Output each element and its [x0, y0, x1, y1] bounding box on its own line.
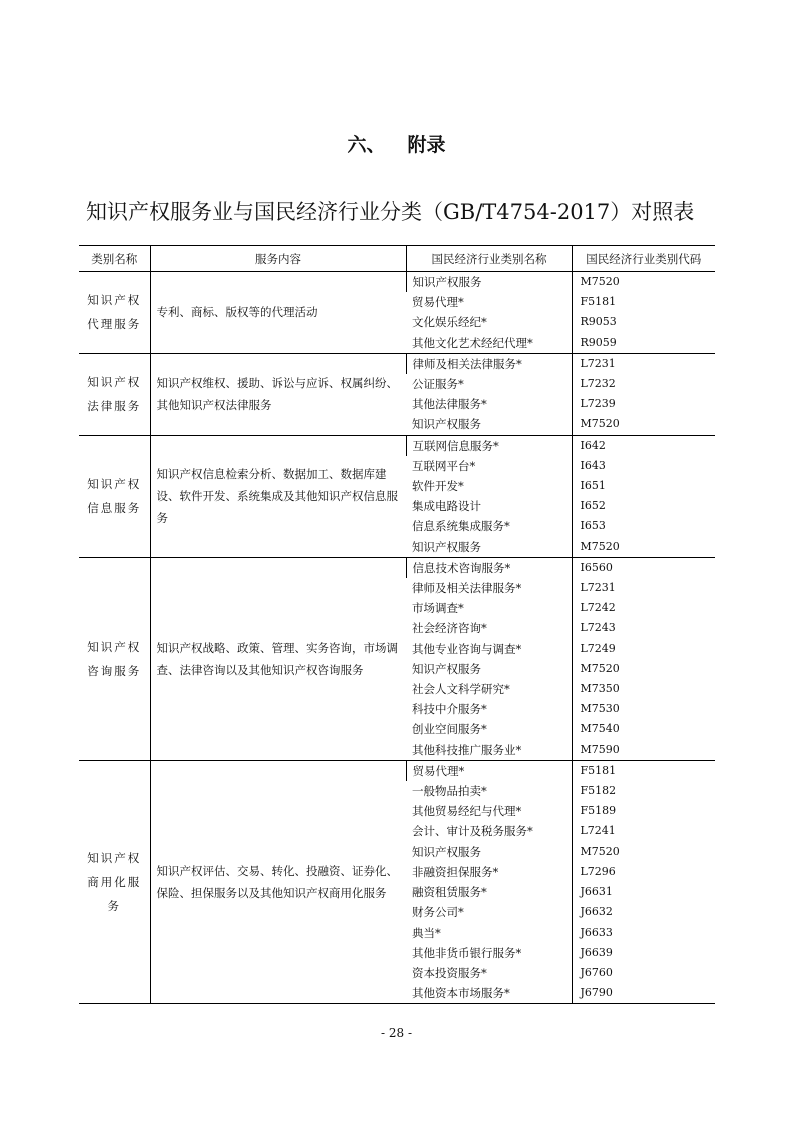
industry-code-cell: L7231 — [572, 353, 715, 374]
industry-code-cell: M7520 — [572, 659, 715, 679]
industry-name-cell: 非融资担保服务* — [412, 864, 499, 879]
industry-name-cell: 律师及相关法律服务* — [406, 353, 572, 374]
industry-name-cell: 其他科技推广服务业* — [412, 742, 522, 757]
industry-code-cell: I653 — [572, 516, 715, 536]
industry-name-cell: 资本投资服务* — [412, 965, 487, 980]
industry-name-cell: 其他专业咨询与调查* — [412, 641, 522, 656]
industry-code-cell: I652 — [572, 496, 715, 516]
industry-code-cell: M7530 — [572, 699, 715, 719]
industry-code-cell: M7520 — [572, 537, 715, 558]
industry-code-cell: L7241 — [572, 821, 715, 841]
industry-code-cell: M7520 — [572, 414, 715, 435]
industry-name-cell: 贸易代理* — [406, 760, 572, 781]
industry-name-cell: 软件开发* — [412, 479, 464, 494]
industry-code-cell: L7242 — [572, 598, 715, 618]
industry-name-cell: 律师及相关法律服务* — [412, 581, 522, 596]
industry-name-cell: 其他文化艺术经纪代理* — [412, 335, 533, 350]
industry-name-cell: 融资租赁服务* — [412, 885, 487, 900]
industry-code-cell: M7350 — [572, 679, 715, 699]
industry-name-cell: 知识产权服务 — [412, 844, 481, 859]
industry-code-cell: M7590 — [572, 740, 715, 761]
industry-code-cell: L7232 — [572, 374, 715, 394]
industry-name-cell: 知识产权服务 — [412, 539, 481, 554]
service-content-cell: 知识产权信息检索分析、数据加工、数据库建设、软件开发、系统集成及其他知识产权信息服务 — [150, 435, 406, 557]
industry-code-cell: F5189 — [572, 801, 715, 821]
industry-code-cell: L7296 — [572, 862, 715, 882]
industry-code-cell: L7231 — [572, 578, 715, 598]
industry-name-cell: 贸易代理* — [412, 295, 464, 310]
category-cell: 知识产权咨询服务 — [79, 557, 150, 760]
header-industry-code: 国民经济行业类别代码 — [572, 246, 715, 272]
service-content-cell: 专利、商标、版权等的代理活动 — [150, 272, 406, 354]
industry-code-cell: J6760 — [572, 963, 715, 983]
industry-code-cell: I651 — [572, 476, 715, 496]
industry-name-cell: 社会人文科学研究* — [412, 682, 510, 697]
section-heading — [0, 130, 793, 157]
table-row — [79, 435, 715, 456]
industry-name-cell: 会计、审计及税务服务* — [412, 824, 533, 839]
table-title: 知识产权服务业与国民经济行业分类（GB/T4754-2017）对照表 — [86, 200, 695, 224]
industry-code-cell: J6631 — [572, 882, 715, 902]
industry-name-cell: 其他法律服务* — [412, 397, 487, 412]
page-number: - 28 - — [380, 1026, 412, 1040]
industry-code-cell: L7249 — [572, 639, 715, 659]
classification-table — [79, 245, 715, 1004]
industry-name-cell: 一般物品拍卖* — [412, 784, 487, 799]
industry-code-cell: J6639 — [572, 943, 715, 963]
industry-code-cell: F5181 — [572, 292, 715, 312]
service-content-cell: 知识产权评估、交易、转化、投融资、证券化、保险、担保服务以及其他知识产权商用化服务 — [150, 760, 406, 1003]
industry-name-cell: 社会经济咨询* — [412, 621, 487, 636]
industry-name-cell: 其他资本市场服务* — [406, 983, 572, 1004]
industry-name-cell: 信息技术咨询服务* — [406, 557, 572, 578]
table-body — [79, 272, 715, 1004]
industry-code-cell: M7520 — [572, 272, 715, 293]
industry-code-cell: R9059 — [572, 333, 715, 354]
header-content: 服务内容 — [150, 246, 406, 272]
industry-name-cell: 市场调查* — [412, 601, 464, 616]
industry-name-cell: 信息系统集成服务* — [412, 519, 510, 534]
service-content-cell: 知识产权战略、政策、管理、实务咨询，市场调查、法律咨询以及其他知识产权咨询服务 — [150, 557, 406, 760]
section-number: 六、 — [347, 134, 386, 156]
industry-name-cell: 公证服务* — [412, 377, 464, 392]
industry-code-cell: J6790 — [572, 983, 715, 1004]
industry-name-cell: 科技中介服务* — [412, 702, 487, 717]
table-header-row — [79, 246, 715, 272]
industry-name-cell: 其他贸易经纪与代理* — [412, 804, 522, 819]
category-cell: 知识产权信息服务 — [79, 435, 150, 557]
industry-name-cell: 集成电路设计 — [412, 499, 481, 514]
header-industry-name: 国民经济行业类别名称 — [406, 246, 572, 272]
category-cell: 知识产权商用化服务 — [79, 760, 150, 1003]
header-category: 类别名称 — [79, 246, 150, 272]
industry-code-cell: M7540 — [572, 719, 715, 739]
industry-code-cell: J6633 — [572, 923, 715, 943]
industry-code-cell: R9053 — [572, 312, 715, 332]
industry-code-cell: F5182 — [572, 781, 715, 801]
industry-code-cell: L7243 — [572, 618, 715, 638]
industry-code-cell: J6632 — [572, 902, 715, 922]
section-title: 附录 — [407, 134, 446, 156]
table-row — [79, 272, 715, 293]
industry-name-cell: 知识产权服务 — [412, 417, 481, 432]
industry-code-cell: I643 — [572, 456, 715, 476]
industry-name-cell: 知识产权服务 — [412, 661, 481, 676]
category-cell: 知识产权代理服务 — [79, 272, 150, 354]
industry-code-cell: F5181 — [572, 760, 715, 781]
category-cell: 知识产权法律服务 — [79, 353, 150, 435]
industry-name-cell: 创业空间服务* — [412, 722, 487, 737]
industry-name-cell: 知识产权服务 — [406, 272, 572, 293]
industry-name-cell: 财务公司* — [412, 905, 464, 920]
industry-name-cell: 文化娱乐经纪* — [412, 315, 487, 330]
industry-name-cell: 典当* — [412, 925, 441, 940]
industry-name-cell: 其他非货币银行服务* — [412, 945, 522, 960]
industry-code-cell: I642 — [572, 435, 715, 456]
table-row — [79, 353, 715, 374]
industry-code-cell: L7239 — [572, 394, 715, 414]
table-row — [79, 760, 715, 781]
table-row — [79, 557, 715, 578]
industry-name-cell: 互联网信息服务* — [406, 435, 572, 456]
industry-name-cell: 互联网平台* — [412, 458, 476, 473]
service-content-cell: 知识产权维权、援助、诉讼与应诉、权属纠纷、其他知识产权法律服务 — [150, 353, 406, 435]
industry-code-cell: M7520 — [572, 842, 715, 862]
industry-code-cell: I6560 — [572, 557, 715, 578]
